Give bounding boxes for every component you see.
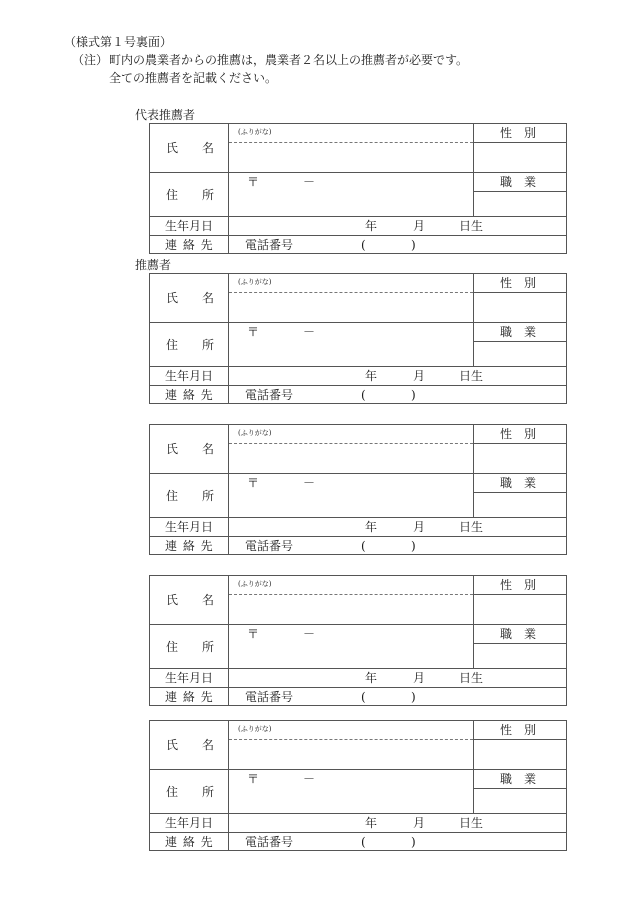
phone-field[interactable] <box>300 834 564 849</box>
furigana-field[interactable] <box>280 126 470 140</box>
year-label: 年 <box>365 369 378 383</box>
divider-address-birth <box>150 813 566 814</box>
birth-year-field[interactable] <box>270 218 362 234</box>
year-label: 年 <box>365 671 378 685</box>
name-field[interactable] <box>230 294 471 321</box>
divider-birth-contact <box>150 385 566 386</box>
recommender-form-2 <box>149 273 567 404</box>
month-label: 月 <box>413 671 426 685</box>
divider-label-column <box>228 124 229 253</box>
postal-mark-icon: 〒 <box>247 772 260 786</box>
contact-label: 連 絡 先 <box>165 539 214 553</box>
birth-day-field[interactable] <box>428 815 458 831</box>
divider-address-birth <box>150 216 566 217</box>
postal-mark-icon: 〒 <box>247 175 260 189</box>
birth-year-field[interactable] <box>270 670 362 686</box>
divider-address-birth <box>150 366 566 367</box>
gender-label: 性 別 <box>500 126 537 140</box>
birthdate-label: 生年月日 <box>165 219 214 233</box>
divider-right-column <box>473 721 474 813</box>
day-born-label: 日生 <box>459 520 484 534</box>
section-label-representative: 代表推薦者 <box>135 108 196 122</box>
divider-name-address <box>150 322 566 323</box>
month-label: 月 <box>413 369 426 383</box>
occupation-label: 職 業 <box>500 476 537 490</box>
postal-code-dash: － <box>303 627 316 641</box>
birthdate-label: 生年月日 <box>165 816 214 830</box>
furigana-dashed-line <box>229 142 473 143</box>
divider-name-address <box>150 769 566 770</box>
gender-field[interactable] <box>475 294 565 321</box>
name-label: 氏 名 <box>166 141 215 155</box>
year-label: 年 <box>365 219 378 233</box>
name-label: 氏 名 <box>166 738 215 752</box>
divider-birth-contact <box>150 687 566 688</box>
name-label: 氏 名 <box>166 291 215 305</box>
recommender-form-3 <box>149 424 567 555</box>
divider-right-column <box>473 425 474 517</box>
postal-code-dash: － <box>303 772 316 786</box>
furigana-field[interactable] <box>280 578 470 592</box>
postal-mark-icon: 〒 <box>247 476 260 490</box>
address-field[interactable] <box>230 174 471 215</box>
gender-field[interactable] <box>475 144 565 171</box>
divider-right-column <box>473 576 474 668</box>
year-label: 年 <box>365 520 378 534</box>
contact-label: 連 絡 先 <box>165 690 214 704</box>
name-field[interactable] <box>230 741 471 768</box>
divider-name-address <box>150 473 566 474</box>
birth-month-field[interactable] <box>380 218 412 234</box>
divider-gender-header <box>473 142 566 143</box>
paren-close: ) <box>411 835 416 849</box>
postal-code-dash: － <box>303 175 316 189</box>
furigana-dashed-line <box>229 594 473 595</box>
occupation-label: 職 業 <box>500 325 537 339</box>
furigana-field[interactable] <box>280 427 470 441</box>
paren-open: ( <box>361 388 366 402</box>
birth-year-field[interactable] <box>270 368 362 384</box>
address-label: 住 所 <box>166 640 215 654</box>
phone-label: 電話番号 <box>245 238 294 252</box>
divider-right-column <box>473 274 474 366</box>
postal-mark-icon: 〒 <box>247 325 260 339</box>
birth-year-field[interactable] <box>270 815 362 831</box>
contact-label: 連 絡 先 <box>165 388 214 402</box>
occupation-label: 職 業 <box>500 175 537 189</box>
furigana-dashed-line <box>229 739 473 740</box>
day-born-label: 日生 <box>459 219 484 233</box>
furigana-label: (ふりがな) <box>238 580 272 588</box>
month-label: 月 <box>413 816 426 830</box>
birthdate-label: 生年月日 <box>165 369 214 383</box>
birth-day-field[interactable] <box>428 670 458 686</box>
birthdate-label: 生年月日 <box>165 671 214 685</box>
gender-label: 性 別 <box>500 578 537 592</box>
divider-birth-contact <box>150 536 566 537</box>
address-label: 住 所 <box>166 489 215 503</box>
furigana-label: (ふりがな) <box>238 429 272 437</box>
form-number: （様式第１号裏面） <box>64 35 173 49</box>
gender-label: 性 別 <box>500 276 537 290</box>
divider-occupation-header <box>473 788 566 789</box>
birth-day-field[interactable] <box>428 368 458 384</box>
name-field[interactable] <box>230 445 471 472</box>
furigana-field[interactable] <box>280 723 470 737</box>
phone-label: 電話番号 <box>245 835 294 849</box>
occupation-field[interactable] <box>475 343 565 365</box>
address-field[interactable] <box>230 771 471 812</box>
phone-field[interactable] <box>300 387 564 402</box>
divider-right-column <box>473 124 474 216</box>
gender-field[interactable] <box>475 741 565 768</box>
birth-day-field[interactable] <box>428 218 458 234</box>
phone-field[interactable] <box>300 538 564 553</box>
month-label: 月 <box>413 520 426 534</box>
divider-occupation-header <box>473 492 566 493</box>
birth-month-field[interactable] <box>380 519 412 535</box>
occupation-field[interactable] <box>475 790 565 812</box>
occupation-label: 職 業 <box>500 772 537 786</box>
paren-open: ( <box>361 539 366 553</box>
divider-birth-contact <box>150 832 566 833</box>
divider-birth-contact <box>150 235 566 236</box>
day-born-label: 日生 <box>459 369 484 383</box>
paren-close: ) <box>411 238 416 252</box>
furigana-field[interactable] <box>280 276 470 290</box>
birth-month-field[interactable] <box>380 368 412 384</box>
divider-label-column <box>228 425 229 554</box>
divider-occupation-header <box>473 191 566 192</box>
address-label: 住 所 <box>166 338 215 352</box>
month-label: 月 <box>413 219 426 233</box>
paren-close: ) <box>411 539 416 553</box>
divider-label-column <box>228 274 229 403</box>
divider-occupation-header <box>473 643 566 644</box>
gender-field[interactable] <box>475 445 565 472</box>
name-label: 氏 名 <box>166 442 215 456</box>
paren-open: ( <box>361 690 366 704</box>
divider-label-column <box>228 721 229 850</box>
gender-field[interactable] <box>475 596 565 623</box>
divider-name-address <box>150 172 566 173</box>
day-born-label: 日生 <box>459 671 484 685</box>
note-label: （注） <box>72 53 109 67</box>
phone-label: 電話番号 <box>245 690 294 704</box>
divider-occupation-header <box>473 341 566 342</box>
birth-month-field[interactable] <box>380 815 412 831</box>
contact-label: 連 絡 先 <box>165 238 214 252</box>
divider-gender-header <box>473 594 566 595</box>
divider-address-birth <box>150 517 566 518</box>
birth-month-field[interactable] <box>380 670 412 686</box>
furigana-label: (ふりがな) <box>238 725 272 733</box>
paren-close: ) <box>411 388 416 402</box>
furigana-dashed-line <box>229 443 473 444</box>
furigana-dashed-line <box>229 292 473 293</box>
year-label: 年 <box>365 816 378 830</box>
phone-label: 電話番号 <box>245 539 294 553</box>
furigana-label: (ふりがな) <box>238 278 272 286</box>
paren-open: ( <box>361 238 366 252</box>
phone-label: 電話番号 <box>245 388 294 402</box>
postal-code-dash: － <box>303 476 316 490</box>
paren-close: ) <box>411 690 416 704</box>
recommender-form-1 <box>149 123 567 254</box>
address-field[interactable] <box>230 475 471 516</box>
occupation-field[interactable] <box>475 193 565 215</box>
paren-open: ( <box>361 835 366 849</box>
contact-label: 連 絡 先 <box>165 835 214 849</box>
furigana-label: (ふりがな) <box>238 128 272 136</box>
divider-label-column <box>228 576 229 705</box>
birth-year-field[interactable] <box>270 519 362 535</box>
note-line-1: 町内の農業者からの推薦は，農業者２名以上の推薦者が必要です。 <box>109 53 469 67</box>
phone-field[interactable] <box>300 689 564 704</box>
divider-address-birth <box>150 668 566 669</box>
address-label: 住 所 <box>166 188 215 202</box>
address-field[interactable] <box>230 324 471 365</box>
recommender-form-4 <box>149 575 567 706</box>
postal-code-dash: － <box>303 325 316 339</box>
occupation-field[interactable] <box>475 494 565 516</box>
phone-field[interactable] <box>300 237 564 252</box>
divider-name-address <box>150 624 566 625</box>
postal-mark-icon: 〒 <box>247 627 260 641</box>
note-line-2: 全ての推薦者を記載ください。 <box>109 71 278 85</box>
address-label: 住 所 <box>166 785 215 799</box>
recommender-form-5 <box>149 720 567 851</box>
name-label: 氏 名 <box>166 593 215 607</box>
section-label-recommender: 推薦者 <box>135 258 172 272</box>
day-born-label: 日生 <box>459 816 484 830</box>
name-field[interactable] <box>230 144 471 171</box>
gender-label: 性 別 <box>500 427 537 441</box>
divider-gender-header <box>473 292 566 293</box>
birth-day-field[interactable] <box>428 519 458 535</box>
occupation-label: 職 業 <box>500 627 537 641</box>
occupation-field[interactable] <box>475 645 565 667</box>
name-field[interactable] <box>230 596 471 623</box>
divider-gender-header <box>473 443 566 444</box>
gender-label: 性 別 <box>500 723 537 737</box>
divider-gender-header <box>473 739 566 740</box>
birthdate-label: 生年月日 <box>165 520 214 534</box>
address-field[interactable] <box>230 626 471 667</box>
